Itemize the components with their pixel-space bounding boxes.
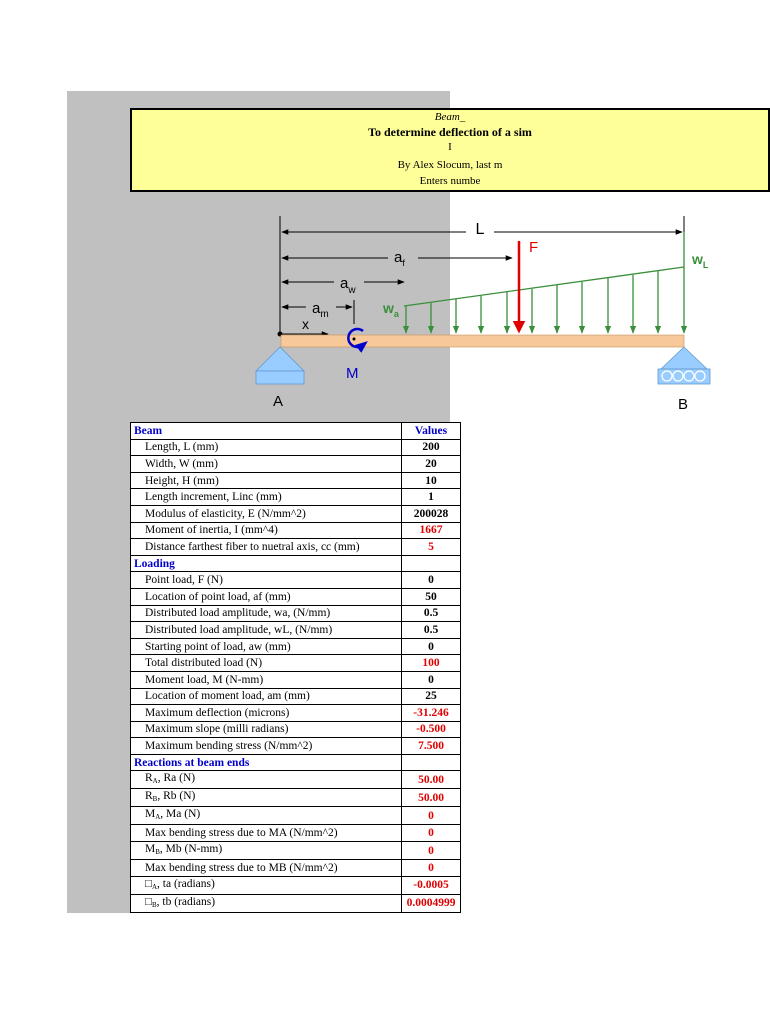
beam: [281, 335, 684, 347]
row-value[interactable]: 0: [402, 842, 461, 860]
table-header-row: [131, 423, 461, 440]
table-row: [131, 522, 461, 539]
row-label: Modulus of elasticity, E (N/mm^2): [131, 505, 402, 522]
table-row: [131, 505, 461, 522]
row-label-symbol: M: [145, 843, 156, 856]
table-row: [131, 622, 461, 639]
loading-section-header-row: [131, 555, 461, 572]
row-label: Maximum slope (milli radians): [131, 721, 402, 738]
row-value[interactable]: 7.500: [402, 738, 461, 755]
row-label: [131, 825, 402, 842]
row-value[interactable]: -0.500: [402, 721, 461, 738]
row-label: Location of moment load, am (mm): [131, 688, 402, 705]
point-load-F-label: F: [529, 239, 539, 256]
row-value[interactable]: 0: [402, 807, 461, 825]
dim-L-label: L: [475, 221, 485, 238]
moment-M-label: M: [346, 365, 359, 382]
row-label: [131, 876, 402, 894]
loading-section-header-empty: [402, 555, 461, 572]
distributed-load-top-line: [404, 267, 684, 306]
row-label-text: , Mb (N-mm): [159, 843, 223, 856]
row-label: [131, 860, 402, 877]
table-row: [131, 876, 461, 894]
dim-aw-label: $a_w$: [340, 275, 356, 296]
table-row: [131, 738, 461, 755]
loading-section-header: Loading: [131, 555, 402, 572]
row-value[interactable]: 25: [402, 688, 461, 705]
row-label: Distributed load amplitude, wa, (N/mm): [131, 605, 402, 622]
table-row: [131, 894, 461, 912]
row-label-subscript: A: [151, 882, 158, 891]
beam-diagram: [0, 0, 768, 420]
row-value[interactable]: 10: [402, 472, 461, 489]
row-label: Moment of inertia, I (mm^4): [131, 522, 402, 539]
row-label-text: , Ma (N): [160, 808, 201, 821]
row-label-symbol: R: [145, 790, 153, 803]
table-row: [131, 638, 461, 655]
table-row: [131, 807, 461, 825]
row-label: Length, L (mm): [131, 439, 402, 456]
row-label: [131, 842, 402, 860]
table-row: [131, 688, 461, 705]
row-value[interactable]: 1: [402, 489, 461, 506]
wa-label: $w_a$: [383, 300, 399, 319]
row-label: [131, 771, 402, 789]
dim-am-label: $a_m$: [312, 300, 329, 320]
title-line-2: To determine deflection of a sim: [368, 125, 532, 139]
row-value[interactable]: 50: [402, 588, 461, 605]
table-row: [131, 705, 461, 722]
title-line-5: Enters numbe: [419, 175, 481, 187]
title-line-1: Beam_: [434, 111, 466, 123]
support-A-pin: [256, 347, 304, 371]
row-label: Maximum deflection (microns): [131, 705, 402, 722]
row-value[interactable]: 0: [402, 638, 461, 655]
table-row: [131, 605, 461, 622]
row-label-text: , Ra (N): [157, 772, 196, 785]
row-value[interactable]: 0: [402, 860, 461, 877]
row-value[interactable]: 200028: [402, 505, 461, 522]
row-label-symbol: M: [145, 808, 156, 821]
row-label: Width, W (mm): [131, 456, 402, 473]
row-value[interactable]: -0.0005: [402, 876, 461, 894]
row-label: Height, H (mm): [131, 472, 402, 489]
row-label: [131, 894, 402, 912]
row-label: Starting point of load, aw (mm): [131, 638, 402, 655]
row-label-subscript: A: [152, 777, 158, 786]
row-value[interactable]: 50.00: [402, 771, 461, 789]
row-value[interactable]: 200: [402, 439, 461, 456]
moment-center: [353, 338, 356, 341]
table-row: [131, 489, 461, 506]
row-label-subscript: B: [155, 848, 160, 857]
wL-label: $w_L$: [692, 251, 709, 270]
table-row: [131, 539, 461, 556]
row-label: Moment load, M (N-mm): [131, 671, 402, 688]
row-value[interactable]: 0: [402, 572, 461, 589]
row-label-text: Max bending stress due to MB (N/mm^2): [145, 861, 338, 874]
row-label-text: , tb (radians): [156, 895, 216, 908]
row-label-subscript: A: [155, 813, 161, 822]
row-label-text: Max bending stress due to MA (N/mm^2): [145, 827, 338, 840]
table-row: [131, 771, 461, 789]
reactions-section-header-row: [131, 754, 461, 771]
support-B-label: B: [678, 396, 689, 413]
row-label: Total distributed load (N): [131, 655, 402, 672]
row-label-subscript: B: [151, 900, 157, 909]
parameters-table: [130, 422, 461, 913]
row-value[interactable]: 100: [402, 655, 461, 672]
row-label: Length increment, Linc (mm): [131, 489, 402, 506]
row-value[interactable]: 0: [402, 825, 461, 842]
support-B-roller: [661, 347, 707, 369]
reactions-section-header-empty: [402, 754, 461, 771]
title-line-4: By Alex Slocum, last m: [397, 159, 503, 171]
row-label-text: , ta (radians): [157, 877, 215, 890]
table-row: [131, 721, 461, 738]
table-row: [131, 789, 461, 807]
row-value[interactable]: 0.0004999: [402, 894, 461, 912]
table-row: [131, 671, 461, 688]
row-label: Distributed load amplitude, wL, (N/mm): [131, 622, 402, 639]
dim-af-label: $a_f$: [394, 249, 405, 268]
row-value[interactable]: 0.5: [402, 605, 461, 622]
row-value[interactable]: 20: [402, 456, 461, 473]
table-row: [131, 655, 461, 672]
row-value[interactable]: 5: [402, 539, 461, 556]
row-value[interactable]: 0: [402, 671, 461, 688]
row-label: [131, 807, 402, 825]
row-value[interactable]: 50.00: [402, 789, 461, 807]
row-label-symbol: □: [145, 895, 152, 908]
x-axis-label: x: [302, 316, 309, 332]
reactions-section-header: Reactions at beam ends: [131, 754, 402, 771]
row-label: Point load, F (N): [131, 572, 402, 589]
row-value[interactable]: -31.246: [402, 705, 461, 722]
row-label: Distance farthest fiber to nuetral axis, cc (mm): [131, 539, 402, 556]
table-row: [131, 456, 461, 473]
table-row: [131, 472, 461, 489]
table-row: [131, 825, 461, 842]
table-row: [131, 588, 461, 605]
table-row: [131, 572, 461, 589]
row-label-symbol: R: [145, 772, 153, 785]
title-line-3: I: [448, 141, 452, 153]
table-row: [131, 842, 461, 860]
table-row: [131, 439, 461, 456]
row-label-subscript: B: [152, 795, 158, 804]
row-label: Location of point load, af (mm): [131, 588, 402, 605]
row-value[interactable]: 0.5: [402, 622, 461, 639]
row-value[interactable]: 1667: [402, 522, 461, 539]
row-label-symbol: □: [145, 877, 152, 890]
support-A-label: A: [273, 393, 284, 410]
values-header: Values: [402, 423, 461, 440]
row-label: Maximum bending stress (N/mm^2): [131, 738, 402, 755]
beam-section-header: Beam: [131, 423, 402, 440]
support-A-base: [256, 371, 304, 384]
row-label-text: , Rb (N): [157, 790, 196, 803]
table-row: [131, 860, 461, 877]
row-label: [131, 789, 402, 807]
